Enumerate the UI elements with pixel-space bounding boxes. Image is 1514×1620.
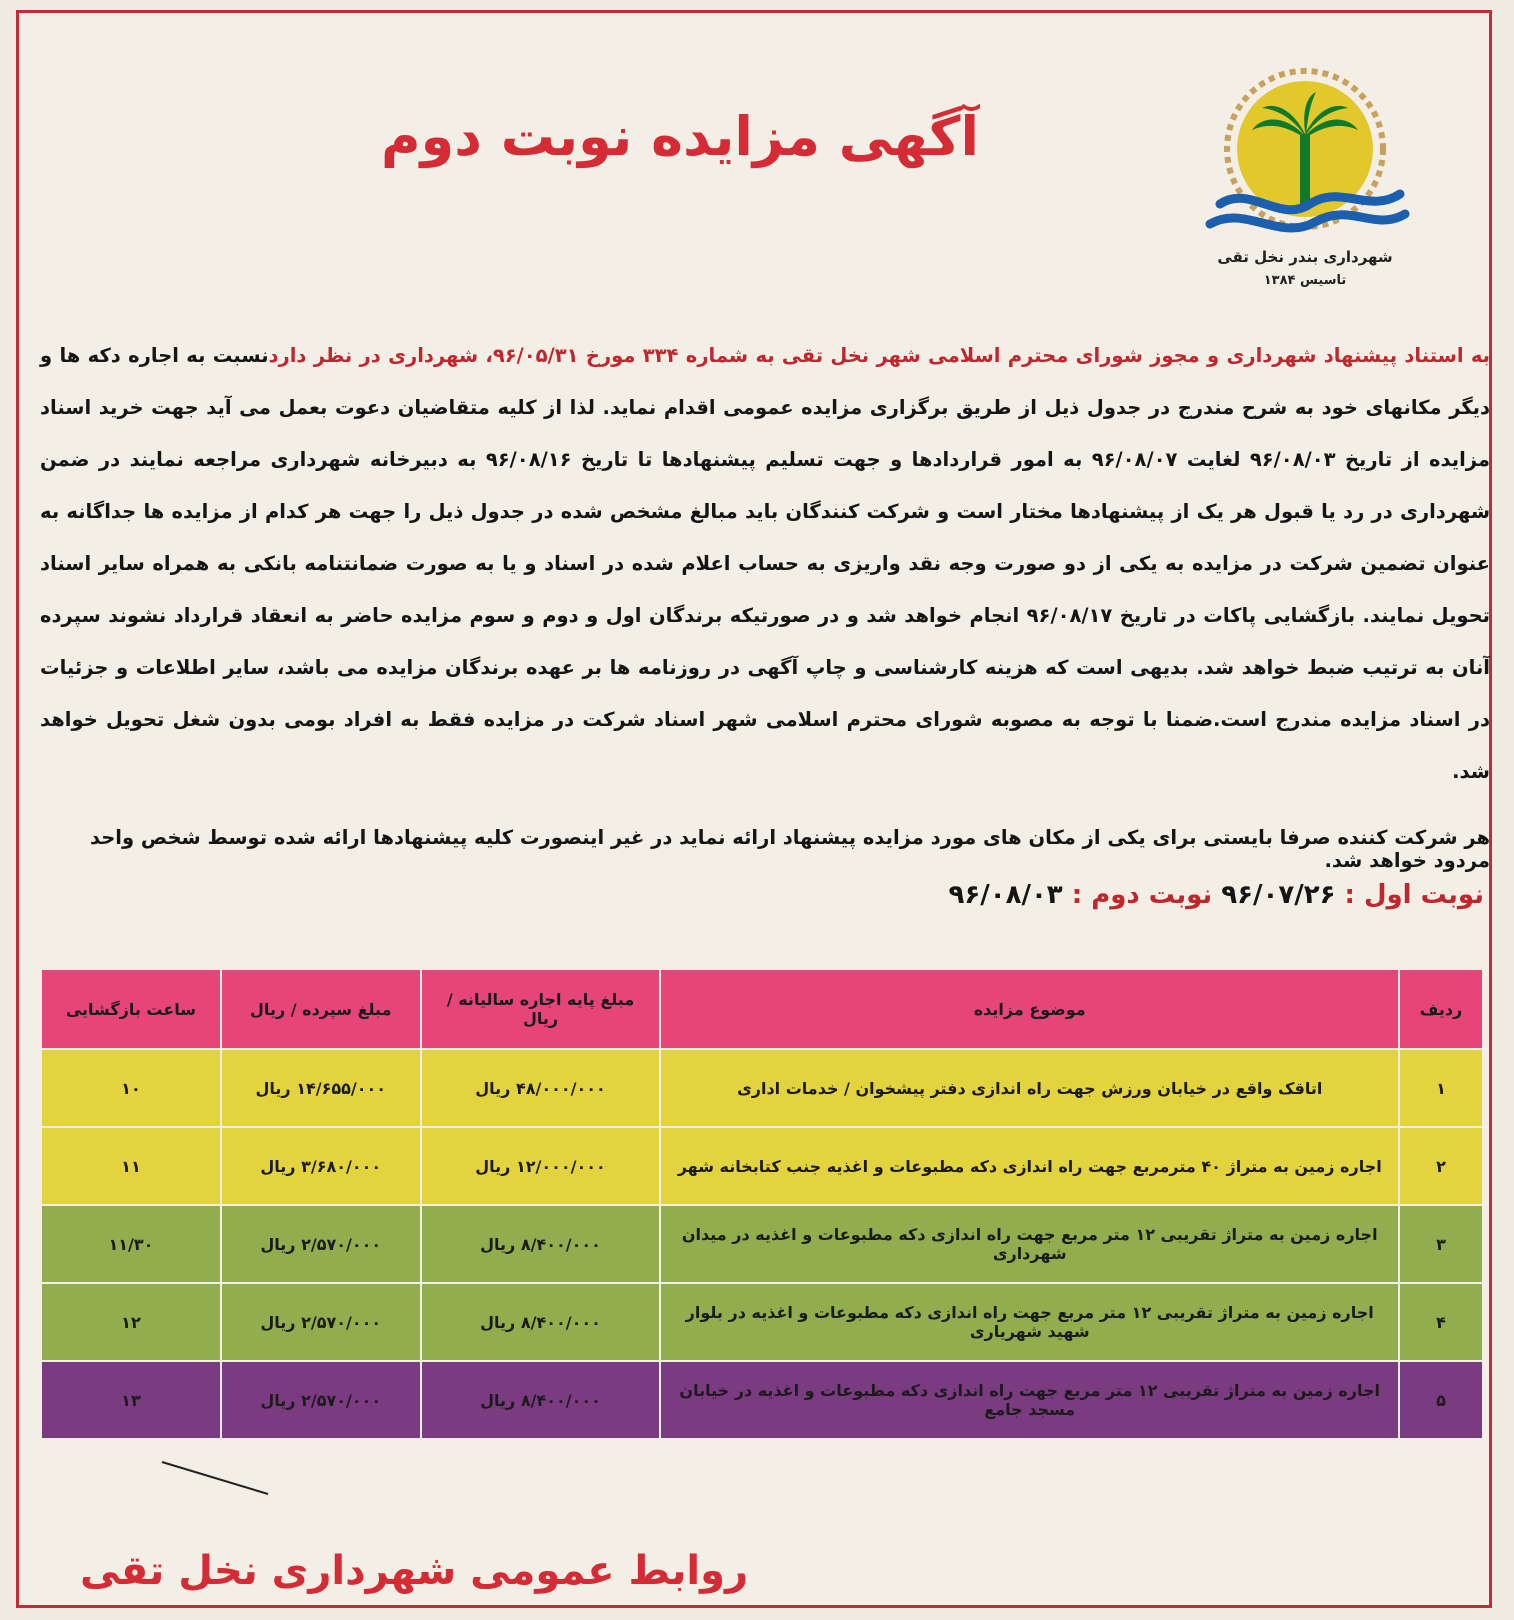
row-opening-time: ۱۳ [41,1361,221,1439]
municipality-logo [1200,64,1410,294]
row-number: ۵ [1399,1361,1483,1439]
auction-rounds [948,880,1484,910]
row-base-price: ۸/۴۰۰/۰۰۰ ریال [421,1283,661,1361]
second-round-label: نوبت دوم : [1071,880,1213,910]
row-subject: اجاره زمین به متراژ تقریبی ۱۲ متر مربع جهت راه اندازی دکه مطبوعات و اغذیه در میدان شهرداری [660,1205,1399,1283]
table-row [41,1283,1483,1361]
footer-signature: روابط عمومی شهرداری نخل تقی [80,1548,748,1594]
auction-table [40,968,1484,1440]
logo-sub: تاسیس ۱۳۸۴ [1263,273,1347,288]
row-number: ۱ [1399,1049,1483,1127]
first-round-label: نوبت اول : [1344,880,1484,910]
pen-stroke-mark [160,1458,280,1498]
second-round-date: ۹۶/۰۸/۰۳ [948,880,1063,910]
row-subject: اتاقک واقع در خیابان ورزش جهت راه اندازی دفتر پیشخوان / خدمات اداری [660,1049,1399,1127]
row-subject: اجاره زمین به متراژ تقریبی ۱۲ متر مربع جهت راه اندازی دکه مطبوعات و اغذیه در خیابان مسجد جامع [660,1361,1399,1439]
row-base-price: ۱۲/۰۰۰/۰۰۰ ریال [421,1127,661,1205]
first-round-date: ۹۶/۰۷/۲۶ [1221,880,1336,910]
participation-note: هر شرکت کننده صرفا بایستی برای یکی از مکان های مورد مزایده پیشنهاد ارائه نماید در غیر اینصورت کلیه پیشنهادها ارائه شده توسط شخص واحد مردود خواهد شد. [89,826,1490,872]
row-number: ۲ [1399,1127,1483,1205]
row-opening-time: ۱۱/۳۰ [41,1205,221,1283]
row-base-price: ۸/۴۰۰/۰۰۰ ریال [421,1361,661,1439]
legal-basis-text: به استناد پیشنهاد شهرداری و مجوز شورای محترم اسلامی شهر نخل تقی به شماره ۳۳۴ مورخ ۹۶/۰۵/۳۱، شهرداری در نظر دارد [268,344,1491,367]
logo-text: شهرداری بندر نخل تقی [1217,248,1393,266]
row-number: ۴ [1399,1283,1483,1361]
row-subject: اجاره زمین به متراژ ۴۰ مترمربع جهت راه اندازی دکه مطبوعات و اغذیه جنب کتابخانه شهر [660,1127,1399,1205]
page-title: آگهی مزایده نوبت دوم [381,105,979,168]
row-subject: اجاره زمین به متراژ تقریبی ۱۲ متر مربع جهت راه اندازی دکه مطبوعات و اغذیه در بلوار شهید شهریاری [660,1283,1399,1361]
table-row [41,1049,1483,1127]
row-deposit: ۲/۵۷۰/۰۰۰ ریال [221,1205,421,1283]
row-deposit: ۳/۶۸۰/۰۰۰ ریال [221,1127,421,1205]
announcement-details: نسبت به اجاره دکه ها و دیگر مکانهای خود به شرح مندرج در جدول ذیل از طریق برگزاری مزایده عمومی اقدام نماید. لذا از کلیه متقاضیان دعوت بعمل می آید جهت خرید اسناد مزایده از تاریخ ۹۶/۰۸/۰۳ لغایت ۹۶/۰۸/۰۷ به امور قراردادها و جهت تسلیم پیشنهادها تا تاریخ ۹۶/۰۸/۱۶ به دبیرخانه شهرداری مراجعه نمایند در ضمن شهرداری در رد یا قبول هر یک از پیشنهادها مختار است و شرکت کنندگان باید مبالغ مشخص شده در جدول ذیل را جهت هر کدام از مزایده ها جداگانه به عنوان تضمین شرکت در مزایده به یکی از دو صورت وجه نقد واریزی به حساب اعلام شده در اسناد و یا به صورت ضمانتنامه بانکی به همراه سایر اسناد تحویل نمایند. بازگشایی پاکات در تاریخ ۹۶/۰۸/۱۷ انجام خواهد شد و در صورتیکه برندگان اول و دوم و سوم مزایده حاضر به انعقاد قرارداد نشوند سپرده آنان به ترتیب ضبط خواهد شد. بدیهی است که هزینه کارشناسی و چاپ آگهی در روزنامه ها بر عهده برندگان مزایده می باشد، سایر اطلاعات و جزئیات در اسناد مزایده مندرج است.ضمنا با توجه به مصوبه شورای محترم اسلامی شهر اسناد شرکت در مزایده فقط به افراد بومی بدون شغل تحویل خواهد شد. [40,344,1491,783]
header-opening-time: ساعت بازگشایی [41,969,221,1049]
header-row-number: ردیف [1399,969,1483,1049]
table-row [41,1361,1483,1439]
header-subject: موضوع مزایده [660,969,1399,1049]
row-number: ۳ [1399,1205,1483,1283]
row-opening-time: ۱۰ [41,1049,221,1127]
row-opening-time: ۱۲ [41,1283,221,1361]
row-base-price: ۴۸/۰۰۰/۰۰۰ ریال [421,1049,661,1127]
table-row [41,1127,1483,1205]
announcement-body [40,330,1490,798]
row-opening-time: ۱۱ [41,1127,221,1205]
row-deposit: ۱۴/۶۵۵/۰۰۰ ریال [221,1049,421,1127]
table-row [41,1205,1483,1283]
header-base-price: مبلغ پایه اجاره سالیانه / ریال [421,969,661,1049]
row-base-price: ۸/۴۰۰/۰۰۰ ریال [421,1205,661,1283]
header-deposit: مبلغ سپرده / ریال [221,969,421,1049]
row-deposit: ۲/۵۷۰/۰۰۰ ریال [221,1283,421,1361]
table-header-row [41,969,1483,1049]
row-deposit: ۲/۵۷۰/۰۰۰ ریال [221,1361,421,1439]
